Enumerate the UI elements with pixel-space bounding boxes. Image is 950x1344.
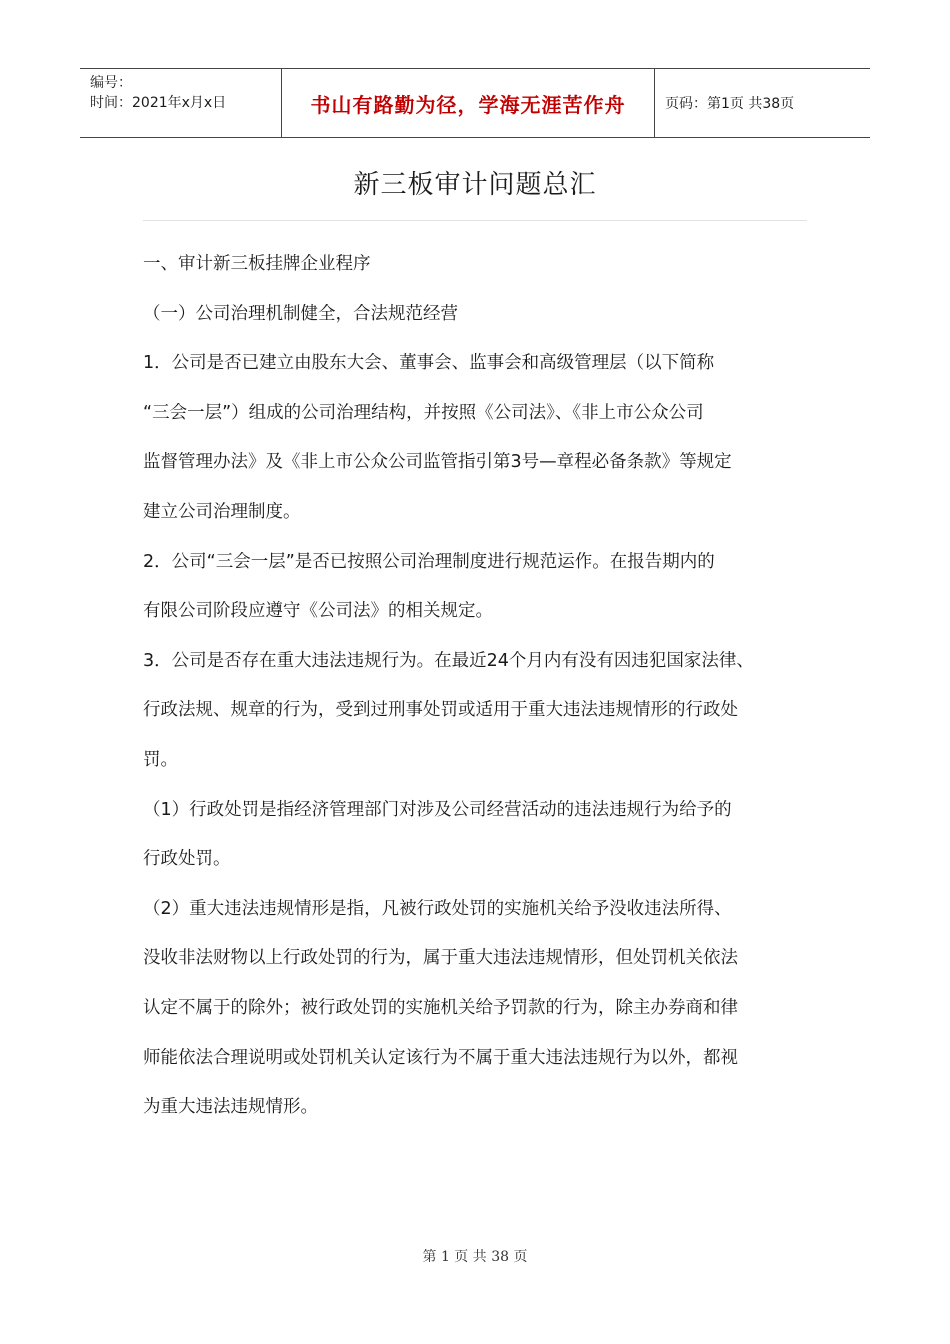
body-line: 3．公司是否存在重大违法违规行为。在最近24个月内有没有因违犯国家法律、 bbox=[143, 650, 754, 671]
body-line: 为重大违法违规情形。 bbox=[143, 1097, 318, 1118]
body-line: （一）公司治理机制健全，合法规范经营 bbox=[143, 303, 458, 324]
body-line: 行政法规、规章的行为，受到过刑事处罚或适用于重大违法违规情形的行政处 bbox=[143, 700, 738, 721]
title-divider bbox=[143, 220, 807, 221]
body-line: 行政处罚。 bbox=[143, 849, 231, 870]
body-line: 建立公司治理制度。 bbox=[143, 501, 301, 522]
body-line: 1．公司是否已建立由股东大会、董事会、监事会和高级管理层（以下简称 bbox=[143, 353, 715, 374]
document-header bbox=[80, 68, 870, 138]
body-line: 没收非法财物以上行政处罚的行为，属于重大违法违规情形，但处罚机关依法 bbox=[143, 948, 738, 969]
motto: 书山有路勤为径，学海无涯苦作舟 bbox=[310, 92, 626, 117]
body-line: 罚。 bbox=[143, 749, 178, 770]
body-line: 一、审计新三板挂牌企业程序 bbox=[143, 254, 371, 274]
document-body bbox=[143, 240, 813, 1133]
body-line: （2）重大违法违规情形是指，凡被行政处罚的实施机关给予没收违法所得、 bbox=[143, 898, 732, 919]
page-label: 页码：第1页 共38页 bbox=[665, 96, 795, 112]
document-title: 新三板审计问题总汇 bbox=[353, 170, 597, 200]
body-line: 2．公司“三会一层”是否已按照公司治理制度进行规范运作。在报告期内的 bbox=[143, 551, 715, 572]
body-line: （1）行政处罚是指经济管理部门对涉及公司经营活动的违法违规行为给予的 bbox=[143, 799, 732, 820]
page-footer: 第 1 页 共 38 页 bbox=[422, 1249, 528, 1265]
header-page-cell bbox=[655, 69, 870, 137]
body-line: 师能依法合理说明或处罚机关认定该行为不属于重大违法违规行为以外，都视 bbox=[143, 1047, 738, 1068]
body-line: “三会一层”）组成的公司治理结构，并按照《公司法》、《非上市公众公司 bbox=[143, 402, 704, 423]
body-line: 认定不属于的除外；被行政处罚的实施机关给予罚款的行为，除主办券商和律 bbox=[143, 997, 738, 1018]
number-label: 编号： bbox=[90, 75, 132, 91]
body-line: 有限公司阶段应遵守《公司法》的相关规定。 bbox=[143, 601, 493, 622]
header-meta bbox=[80, 69, 281, 137]
body-line: 监督管理办法》及《非上市公众公司监管指引第3号—章程必备条款》等规定 bbox=[143, 452, 732, 473]
time-label: 时间：2021年x月x日 bbox=[90, 95, 227, 111]
header-motto-cell bbox=[281, 69, 655, 137]
